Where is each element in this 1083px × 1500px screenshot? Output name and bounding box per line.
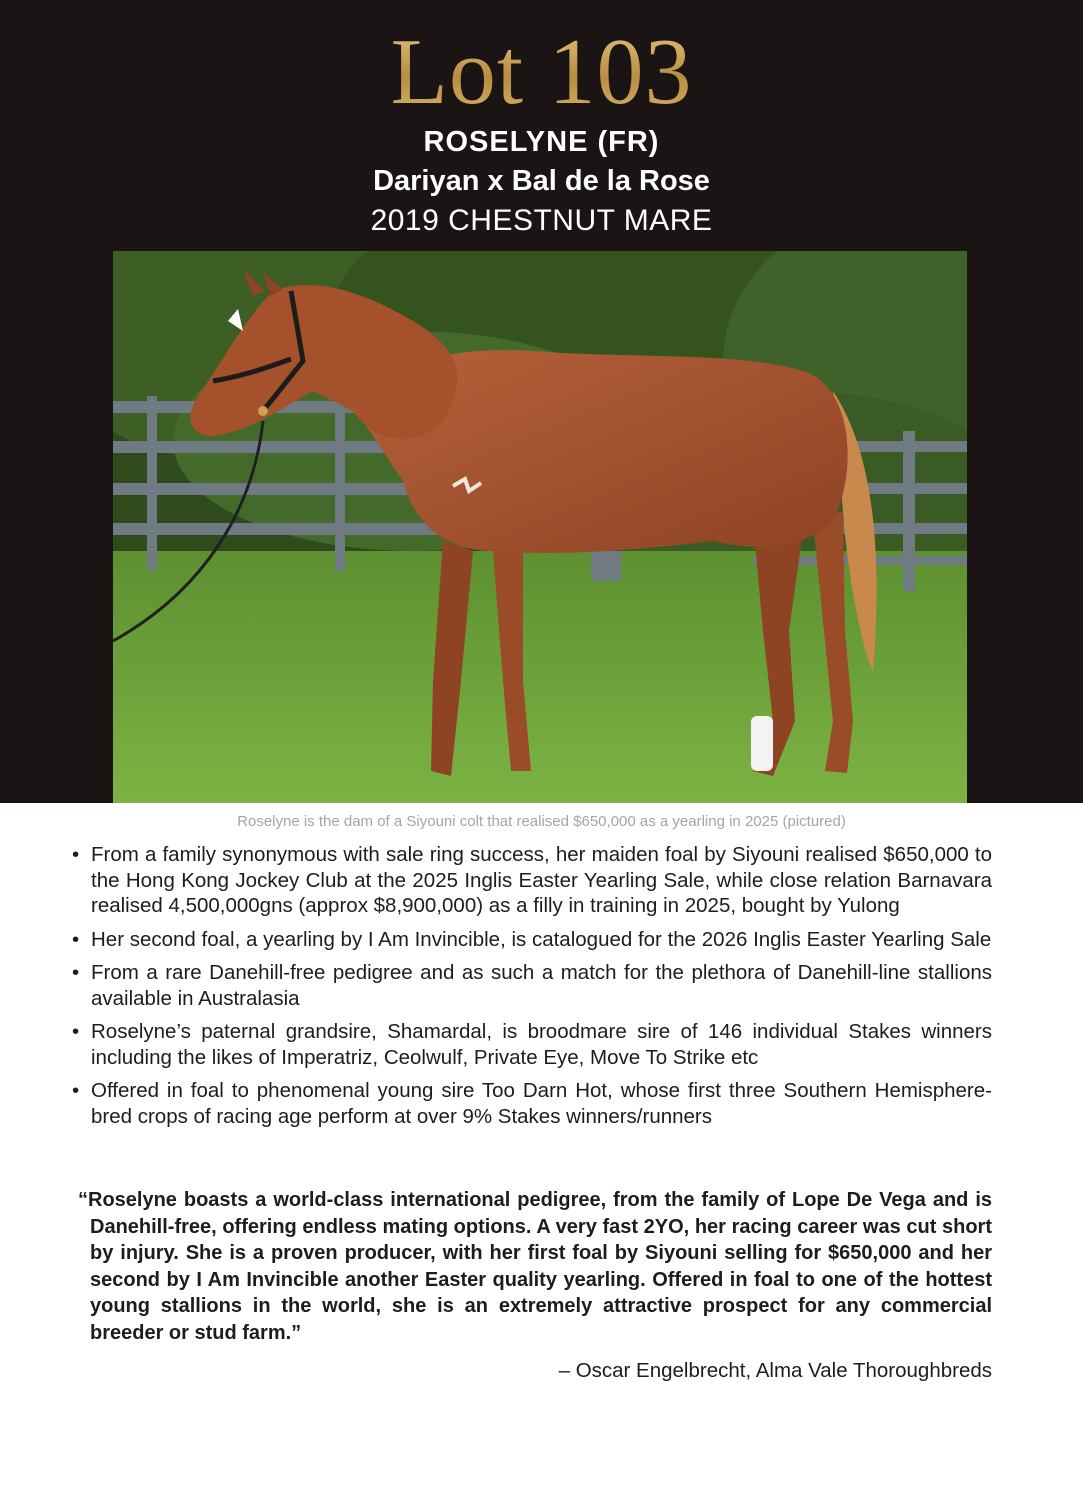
list-item — [72, 1019, 992, 1070]
bullet-symbol: • — [72, 1079, 80, 1102]
list-item — [72, 1078, 992, 1129]
list-item-text: Roselyne’s paternal grandsire, Shamardal, is broodmare sire of 146 individual Stakes winners including the likes of Imperatriz, Ceolwulf, Private Eye, Move To Strike etc — [91, 1020, 992, 1069]
highlights-list — [72, 842, 992, 1137]
quote-attribution: – Oscar Engelbrecht, Alma Vale Thoroughbreds — [558, 1359, 992, 1382]
horse-name: ROSELYNE (FR) — [423, 126, 660, 158]
bullet-symbol: • — [72, 961, 80, 984]
bullet-symbol: • — [72, 843, 80, 866]
pedigree-line: Dariyan x Bal de la Rose — [373, 165, 710, 197]
list-item — [72, 842, 992, 919]
horse-description: 2019 CHESTNUT MARE — [370, 204, 713, 237]
list-item-text: Her second foal, a yearling by I Am Invincible, is catalogued for the 2026 Inglis Easter Yearling Sale — [91, 927, 992, 951]
photo-caption: Roselyne is the dam of a Siyouni colt that realised $650,000 as a yearling in 2025 (pictured) — [237, 813, 846, 830]
lot-title: Lot 103 — [0, 22, 1083, 122]
list-item-text: Offered in foal to phenomenal young sire Too Darn Hot, whose first three Southern Hemisphere-bred crops of racing age perform at over 9% Stakes winners/runners — [91, 1079, 992, 1128]
testimonial-quote: “Roselyne boasts a world-class international pedigree, from the family of Lope De Vega and is Danehill-free, offering endless mating options. A very fast 2YO, her racing career was cut short by injury. She is a proven producer, with her first foal by Siyouni selling for $650,000 and her second by I Am Invincible another Easter quality yearling. Offered in foal to one of the hottest young stallions in the world, she is an extremely attractive prospect for any commercial breeder or stud farm.” — [78, 1189, 992, 1344]
bullet-symbol: • — [72, 927, 80, 951]
list-item — [72, 927, 992, 953]
list-item-text: From a rare Danehill-free pedigree and as such a match for the plethora of Danehill-line stallions available in Australasia — [91, 961, 992, 1010]
bullet-symbol: • — [72, 1020, 80, 1043]
horse-photo — [113, 251, 967, 803]
list-item — [72, 960, 992, 1011]
list-item-text: From a family synonymous with sale ring success, her maiden foal by Siyouni realised $650,000 to the Hong Kong Jockey Club at the 2025 Inglis Easter Yearling Sale, while close relation Barnavara realised 4,500,000gns (approx $8,900,000) as a filly in training in 2025, bought by Yulong — [91, 843, 992, 917]
